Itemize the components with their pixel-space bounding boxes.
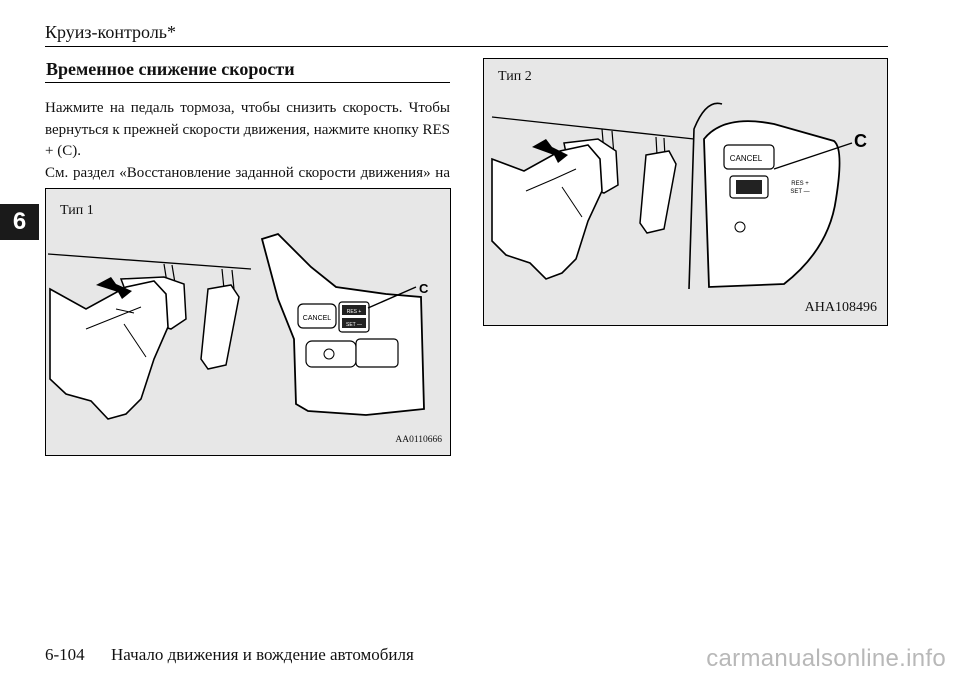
paragraph-reference: См. раздел «Восстановление заданной скорости движения» на	[45, 164, 450, 181]
figure-type-2-code: AHA108496	[804, 300, 877, 315]
figure-type-1-code: AA0110666	[395, 435, 442, 445]
figure-type-1	[45, 188, 451, 456]
fig2-cancel-label: CANCEL	[729, 154, 763, 163]
page-number: 6-104	[45, 645, 85, 664]
figure-type-1-drawing	[46, 189, 449, 454]
footer-title: Начало движения и вождение автомобиля	[111, 645, 414, 664]
fig1-cancel-label: CANCEL	[302, 315, 332, 322]
paragraph-brake: Нажмите на педаль тормоза, чтобы снизить скорость. Чтобы вернуться к прежней скорости движения, нажмите кнопку RES + (C).	[45, 100, 450, 159]
section-divider	[45, 82, 450, 83]
fig1-set-label: SET —	[345, 322, 363, 328]
watermark: carmanualsonline.info	[706, 645, 946, 672]
figure-type-2-drawing	[484, 59, 886, 324]
running-header: Круиз-контроль*	[45, 22, 177, 42]
figure-type-1-label: Тип 1	[60, 203, 94, 218]
fig2-set-label: SET —	[790, 189, 810, 195]
fig1-callout: C	[419, 281, 429, 296]
figure-type-2-label: Тип 2	[498, 69, 532, 84]
figure-type-2	[483, 58, 888, 326]
fig2-callout: C	[854, 131, 867, 151]
header-divider	[45, 46, 888, 47]
section-title: Временное снижение скорости	[46, 59, 295, 79]
fig2-res-label: RES +	[791, 181, 809, 187]
chapter-tab: 6	[0, 204, 39, 240]
fig1-res-label: RES +	[346, 309, 362, 315]
